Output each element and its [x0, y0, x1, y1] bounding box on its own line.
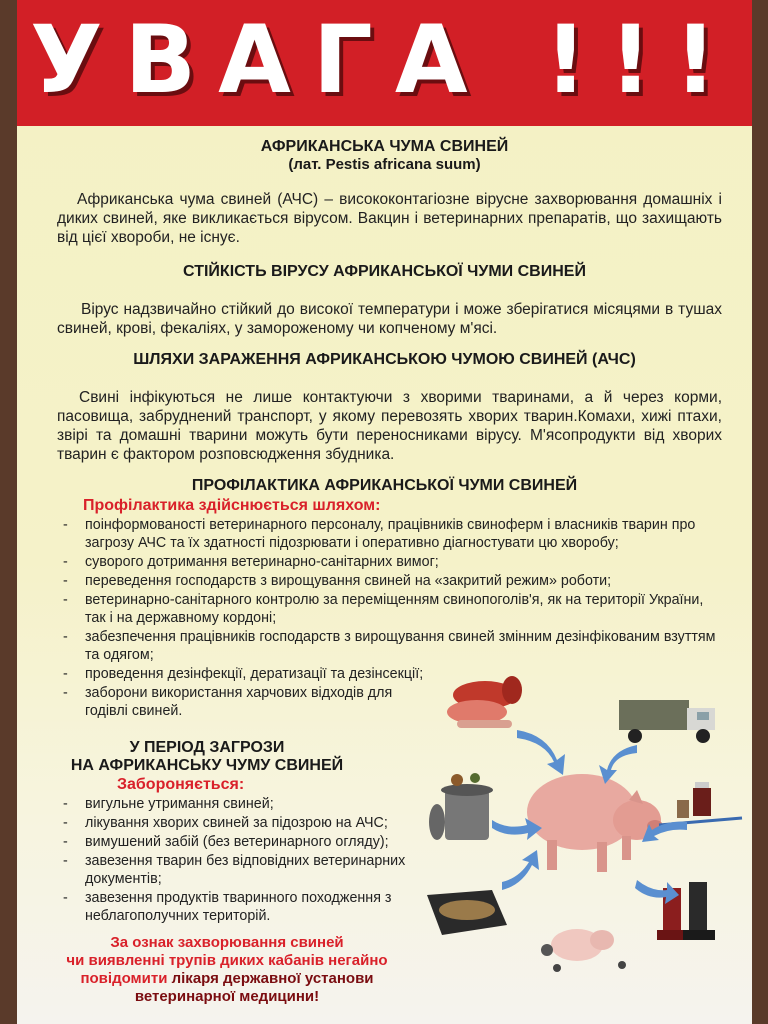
section1-subtitle: (лат. Pestis africana suum) [288, 156, 481, 173]
section2-text: Вірус надзвичайно стійкий до високої температури і може зберігатися місяцями в тушах свиней, крові, фекаліях, у замороженому чи копченому м'ясі. [57, 301, 722, 337]
warning-banner [17, 0, 752, 126]
poster [17, 0, 752, 1024]
list-item: - поінформованості ветеринарного персоналу, працівників свиноферм і власників тварин про загрозу АЧС та їх здатності підозрювати і оперативно діагностувати цю хворобу; [59, 516, 719, 552]
list-item: - переведення господарств з вирощування свиней на «закритий режим» роботи; [59, 572, 719, 590]
banner-title: УВАГА !!! [30, 6, 739, 115]
section5-title-line2: НА АФРИКАНСЬКУ ЧУМУ СВИНЕЙ [70, 757, 344, 774]
list-item: - вигульне утримання свиней; [59, 795, 419, 813]
section3-title: ШЛЯХИ ЗАРАЖЕННЯ АФРИКАНСЬКОЮ ЧУМОЮ СВИНЕЙ (АЧС) [133, 351, 636, 368]
meat-icon [447, 676, 522, 728]
list-item: - проведення дезінфекції, дератизації та дезінсекції; [59, 665, 719, 683]
footer-line1: За ознак захворювання свиней [110, 934, 344, 951]
illustration-group [397, 650, 747, 1010]
pig-icon [527, 774, 663, 872]
list-item: - лікування хворих свиней за підозрою на АЧС; [59, 814, 419, 832]
truck-icon [619, 700, 715, 743]
section1-text: Африканська чума свиней (АЧС) – висококонтагіозне вірусне захворювання домашніх і диких свиней, яке викликається вірусом. Вакцин і ветеринарних препаратів, що захищають від цієї хвороби, не існує. [57, 191, 722, 246]
list-item: - суворого дотримання ветеринарно-санітарних вимог; [59, 553, 719, 571]
footer-line4: ветеринарної медицини! [134, 988, 320, 1005]
footer-line3b: лікаря державної установи [171, 970, 374, 987]
section5-title-line1: У ПЕРІОД ЗАГРОЗИ [129, 739, 285, 756]
list-item: - ветеринарно-санітарного контролю за переміщенням свинопоголів'я, як на території України, так і на державному кордоні; [59, 591, 719, 627]
section2-title: СТІЙКІСТЬ ВІРУСУ АФРИКАНСЬКОЇ ЧУМИ СВИНЕЙ [183, 263, 586, 280]
trash-bin-icon [429, 773, 493, 840]
section3-text: Свині інфікуються не лише контактуючи з хворими тваринами, а й через корми, пасовища, забруднений транспорт, у якому перевозять хворих тварин.Комахи, хижі птахи, звірі та домашні тварини можуть бути переносниками вірусу. М'ясопродукти від хворих тварин є фактором розповсюдження збудника. [57, 389, 722, 463]
rodents-icon [541, 929, 626, 972]
section4-lead: Профілактика здійснюється шляхом: [83, 497, 381, 514]
prohibited-list [59, 795, 419, 926]
list-item: - вимушений забій (без ветеринарного огляду); [59, 833, 419, 851]
footer-line3a: повідомити [80, 970, 168, 987]
list-item: - забезпечення працівників господарств з вирощування свиней змінним дезінфікованим взуттям та одягом; [59, 628, 719, 664]
list-item: - завезення продуктів тваринного походження з неблагополучних територій. [59, 889, 419, 925]
list-item: - заборони використання харчових відходів для годівлі свиней. [59, 684, 425, 720]
footer-notice [57, 934, 397, 1006]
food-waste-icon [427, 890, 507, 935]
section4-title: ПРОФІЛАКТИКА АФРИКАНСЬКОЇ ЧУМИ СВИНЕЙ [191, 477, 578, 494]
section1-title: АФРИКАНСЬКА ЧУМА СВИНЕЙ [260, 138, 509, 155]
list-item: - завезення тварин без відповідних ветеринарних документів; [59, 852, 419, 888]
footer-line2: чи виявленні трупів диких кабанів негайно [66, 952, 388, 969]
medicine-icon [659, 782, 742, 825]
section5-lead: Забороняється: [117, 776, 245, 793]
